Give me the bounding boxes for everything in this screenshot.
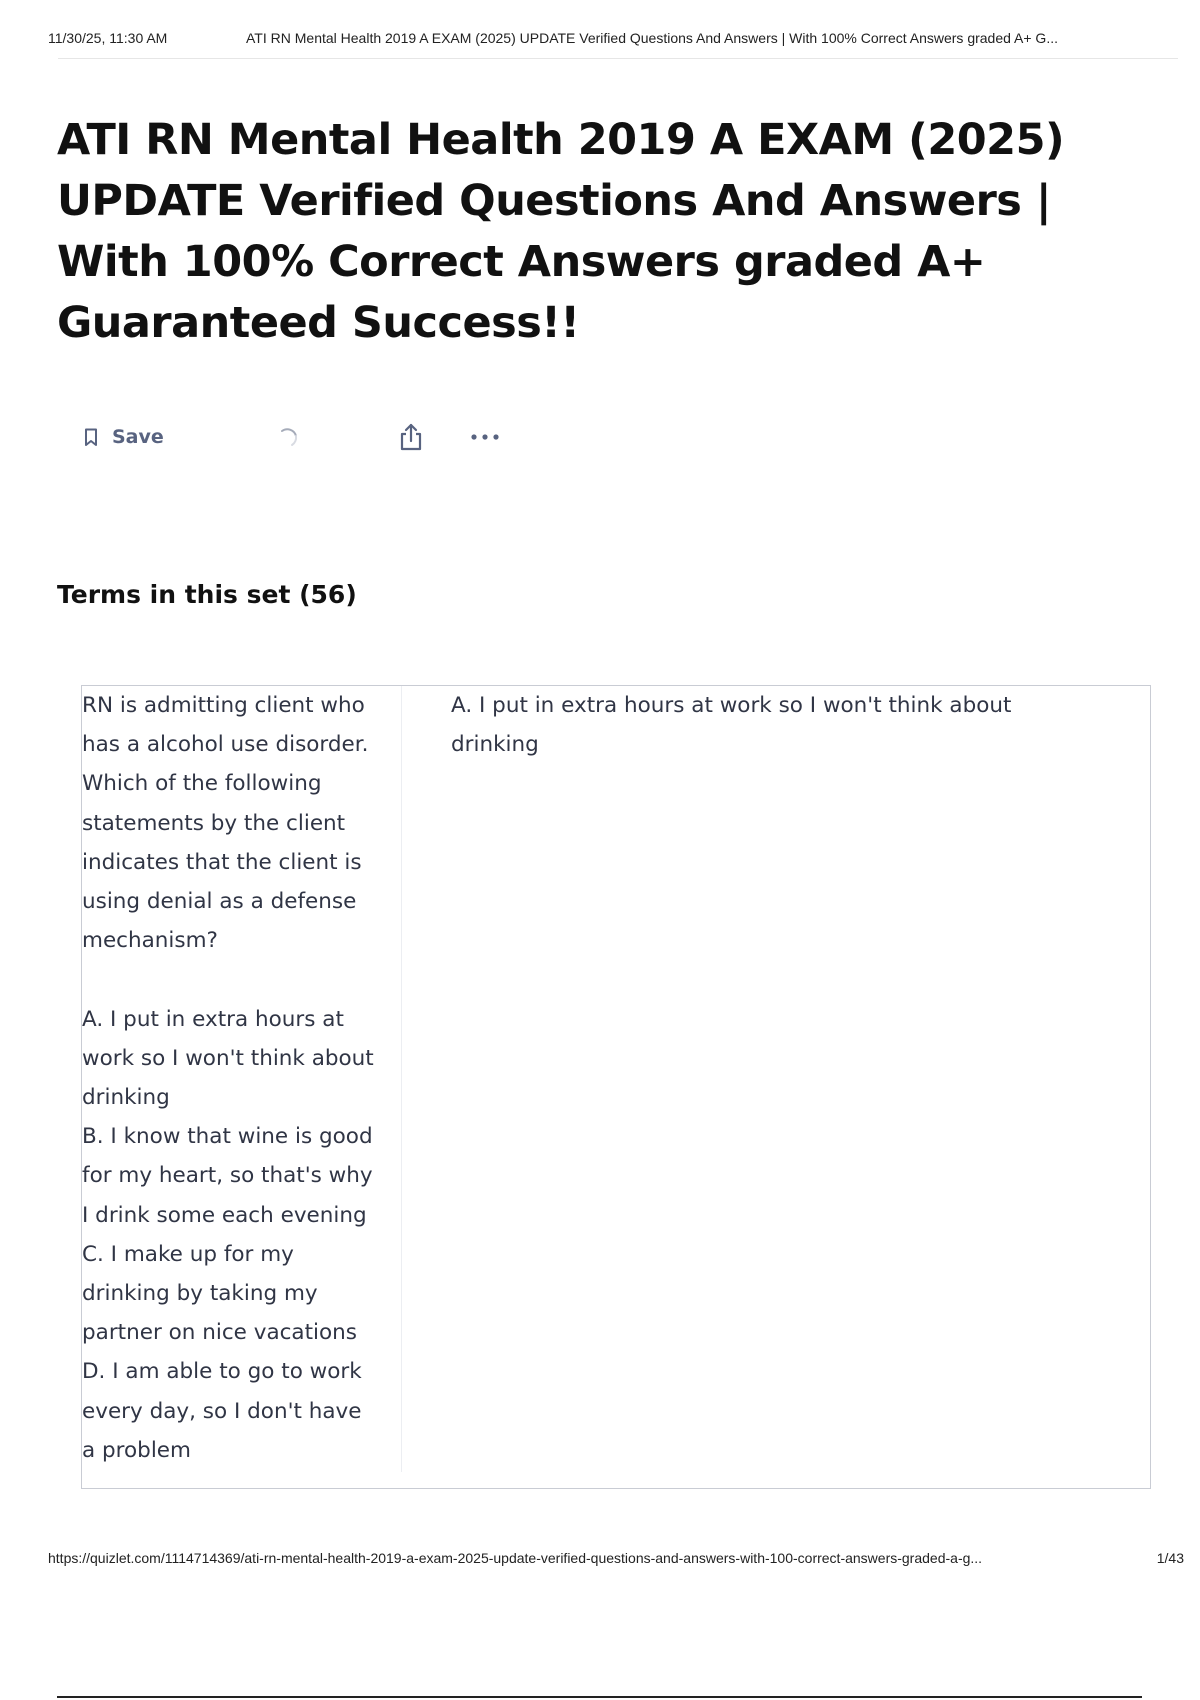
page-number: 1/43 xyxy=(1156,1550,1184,1566)
terms-heading: Terms in this set (56) xyxy=(57,580,357,609)
share-icon xyxy=(398,422,424,452)
term-line: statements by the client xyxy=(82,810,346,836)
term-line: using denial as a defense xyxy=(82,889,357,915)
page-title: ATI RN Mental Health 2019 A EXAM (2025) UPDATE Verified Questions And Answers | With 100% Correct Answers graded A+ Guaranteed Success!! xyxy=(57,115,1065,348)
header-divider xyxy=(58,58,1178,59)
term-card xyxy=(81,685,1151,1489)
term-line: a problem xyxy=(82,1437,191,1463)
term-line: mechanism? xyxy=(82,928,218,954)
term-text xyxy=(82,686,402,1472)
definition-line: A. I put in extra hours at work so I won't think about xyxy=(451,693,1012,718)
term-line: D. I am able to go to work xyxy=(82,1359,362,1385)
print-document-title: ATI RN Mental Health 2019 A EXAM (2025) UPDATE Verified Questions And Answers | With 100% Correct Answers graded A+ G... xyxy=(246,30,1058,46)
term-line: I drink some each evening xyxy=(82,1202,367,1228)
term-line xyxy=(82,960,401,999)
print-url: https://quizlet.com/1114714369/ati-rn-mental-health-2019-a-exam-2025-update-verified-questions-and-answers-with-100-correct-answers-graded-a-g... xyxy=(48,1550,983,1566)
more-options-icon xyxy=(470,433,500,441)
term-line: Which of the following xyxy=(82,771,322,797)
term-line: indicates that the client is xyxy=(82,849,362,875)
term-line: RN is admitting client who xyxy=(82,693,365,718)
term-line: work so I won't think about xyxy=(82,1045,374,1071)
more-options-button[interactable] xyxy=(470,420,500,454)
term-line: C. I make up for my xyxy=(82,1241,294,1267)
term-line: A. I put in extra hours at xyxy=(82,1006,344,1032)
bottom-divider xyxy=(57,1696,1142,1698)
term-line: drinking xyxy=(82,1085,170,1111)
spinner-icon xyxy=(278,420,300,454)
term-line: for my heart, so that's why xyxy=(82,1163,373,1189)
print-timestamp: 11/30/25, 11:30 AM xyxy=(48,30,168,46)
save-label: Save xyxy=(112,426,164,448)
term-line: B. I know that wine is good xyxy=(82,1124,373,1150)
term-line: partner on nice vacations xyxy=(82,1320,357,1346)
share-button[interactable] xyxy=(398,420,424,454)
term-line: has a alcohol use disorder. xyxy=(82,732,369,758)
definition-line: drinking xyxy=(451,732,539,758)
set-toolbar xyxy=(84,420,584,454)
save-button[interactable] xyxy=(84,420,164,454)
bookmark-icon xyxy=(84,428,98,447)
term-line: drinking by taking my xyxy=(82,1281,318,1307)
definition-text xyxy=(451,686,1071,764)
term-line: every day, so I don't have xyxy=(82,1398,362,1424)
